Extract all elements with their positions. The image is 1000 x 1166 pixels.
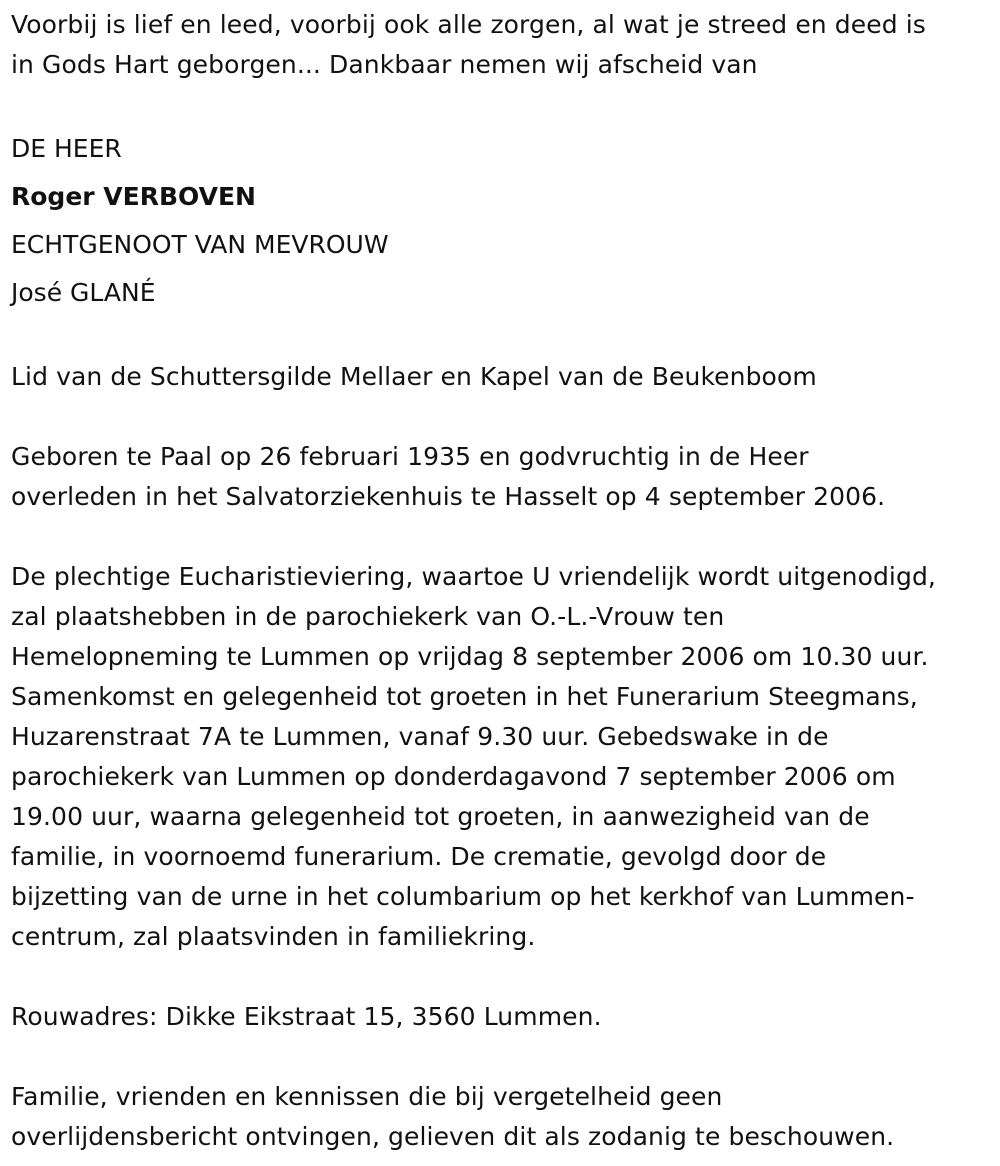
ceremony-line: Samenkomst en gelegenheid tot groeten in het Funerarium Steegmans,	[11, 682, 918, 711]
deceased-block	[11, 125, 996, 317]
life-paragraph	[11, 437, 996, 517]
ceremony-line: bijzetting van de urne in het columbarium op het kerkhof van Lummen-	[11, 882, 915, 911]
intro-line-1: Voorbij is lief en leed, voorbij ook alle zorgen, al wat je streed en deed is	[11, 10, 926, 39]
ceremony-line: 19.00 uur, waarna gelegenheid tot groeten, in aanwezigheid van de	[11, 802, 870, 831]
spacer	[11, 317, 996, 357]
spacer	[11, 85, 996, 125]
address-paragraph	[11, 997, 996, 1037]
mourning-address: Rouwadres: Dikke Eikstraat 15, 3560 Lummen.	[11, 1002, 602, 1031]
membership-line: Lid van de Schuttersgilde Mellaer en Kapel van de Beukenboom	[11, 362, 817, 391]
ceremony-paragraph	[11, 557, 996, 957]
ceremony-line: Huzarenstraat 7A te Lummen, vanaf 9.30 uur. Gebedswake in de	[11, 722, 829, 751]
deceased-title: DE HEER	[11, 134, 122, 163]
ceremony-line: zal plaatshebben in de parochiekerk van O.-L.-Vrouw ten	[11, 602, 725, 631]
ceremony-line: parochiekerk van Lummen op donderdagavond 7 september 2006 om	[11, 762, 896, 791]
closing-paragraph	[11, 1077, 996, 1157]
spouse-name: José GLANÉ	[11, 278, 156, 307]
spacer	[11, 397, 996, 437]
death-line: overleden in het Salvatorziekenhuis te Hasselt op 4 september 2006.	[11, 482, 886, 511]
intro-line-2: in Gods Hart geborgen... Dankbaar nemen wij afscheid van	[11, 50, 758, 79]
spacer	[11, 957, 996, 997]
spacer	[11, 517, 996, 557]
closing-line-1: Familie, vrienden en kennissen die bij vergetelheid geen	[11, 1082, 723, 1111]
birth-line: Geboren te Paal op 26 februari 1935 en godvruchtig in de Heer	[11, 442, 809, 471]
obituary-document	[11, 5, 996, 1157]
closing-line-2: overlijdensbericht ontvingen, gelieven dit als zodanig te beschouwen.	[11, 1122, 895, 1151]
spacer	[11, 1037, 996, 1077]
deceased-name: Roger VERBOVEN	[11, 182, 256, 211]
ceremony-line: Hemelopneming te Lummen op vrijdag 8 september 2006 om 10.30 uur.	[11, 642, 929, 671]
membership-paragraph	[11, 357, 996, 397]
ceremony-line: De plechtige Eucharistieviering, waartoe U vriendelijk wordt uitgenodigd,	[11, 562, 936, 591]
deceased-relation: ECHTGENOOT VAN MEVROUW	[11, 230, 389, 259]
ceremony-line: centrum, zal plaatsvinden in familiekring.	[11, 922, 536, 951]
ceremony-line: familie, in voornoemd funerarium. De crematie, gevolgd door de	[11, 842, 827, 871]
intro-paragraph	[11, 5, 996, 85]
